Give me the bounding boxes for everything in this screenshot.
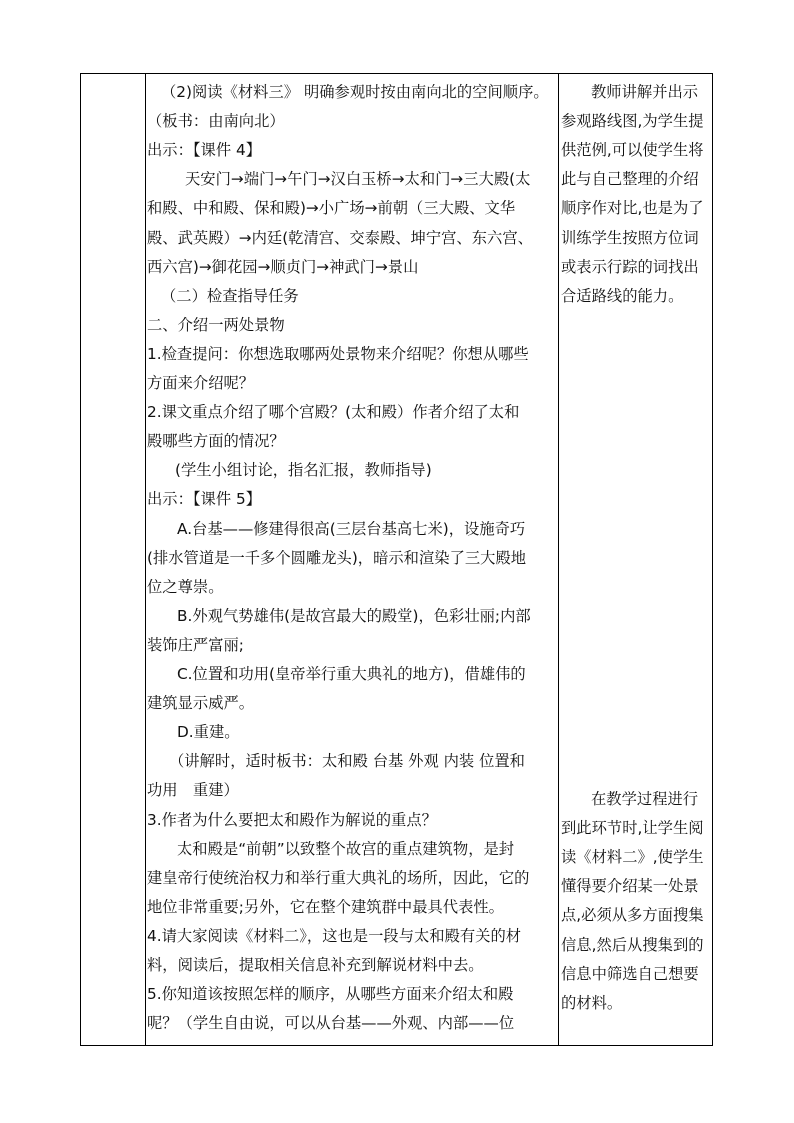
text-line: 教师讲解并出示: [591, 83, 699, 101]
design-intent-column: [561, 74, 709, 1045]
text-line: 的材料。: [561, 993, 623, 1012]
text-line: 西六宫)→御花园→顺贞门→神武门→景山: [147, 257, 419, 276]
text-line: 训练学生按照方位词: [561, 228, 699, 247]
lesson-plan-table: [80, 73, 713, 1046]
text-line: 天安门→端门→午门→汉白玉桥→太和门→三大殿(太: [185, 170, 531, 189]
table-left-border: [80, 74, 81, 1045]
text-line: 1.检查提问：你想选取哪两处景物来介绍呢？你想从哪些: [147, 344, 529, 363]
text-line: 4.请大家阅读《材料二》，这也是一段与太和殿有关的材: [147, 926, 522, 945]
text-line: 在教学过程进行: [591, 790, 699, 808]
text-line: 功用 重建）: [147, 781, 239, 800]
text-line: 殿、武英殿）→内廷(乾清宫、交泰殿、坤宁宫、东六宫、: [147, 228, 533, 247]
text-line: （二）检查指导任务: [161, 286, 299, 305]
text-line: （板书：由南向北）: [147, 112, 285, 131]
text-line: 方面来介绍呢？: [147, 374, 255, 392]
text-line: 2.课文重点介绍了哪个宫殿？(太和殿）作者介绍了太和: [147, 403, 520, 422]
text-line: 或表示行踪的词找出: [561, 257, 699, 276]
column-divider-2: [558, 74, 559, 1045]
text-line: 信息,然后从搜集到的: [561, 935, 704, 954]
text-line: 读《材料二》,使学生: [561, 848, 704, 867]
text-line: 太和殿是“前朝”以致整个故宫的重点建筑物，是封: [177, 839, 515, 858]
text-line: 合适路线的能力。: [561, 286, 684, 305]
text-line: C.位置和功用(皇帝举行重大典礼的地方)，借雄伟的: [177, 665, 526, 683]
text-line: 殿哪些方面的情况？: [147, 432, 285, 451]
text-line: 出示：【课件 5】: [147, 490, 262, 509]
teaching-process-column: [147, 74, 555, 1045]
text-line: 参观路线图,为学生提: [561, 112, 704, 131]
text-line: 地位非常重要;另外，它在整个建筑群中最具代表性。: [147, 897, 504, 916]
text-line: 3.作者为什么要把太和殿作为解说的重点？: [147, 810, 437, 829]
text-line: 此与自己整理的介绍: [561, 170, 699, 189]
text-line: 到此环节时,让学生阅: [561, 819, 704, 838]
text-line: 料，阅读后，提取相关信息补充到解说材料中去。: [147, 956, 484, 974]
column-divider-1: [145, 74, 146, 1045]
text-line: 点,必须从多方面搜集: [561, 906, 704, 925]
text-line: 和殿、中和殿、保和殿)→小广场→前朝（三大殿、文华: [147, 199, 516, 218]
text-line: 出示：【课件 4】: [147, 141, 262, 160]
text-line: D.重建。: [177, 723, 240, 742]
text-line: (学生小组讨论，指名汇报，教师指导): [175, 461, 432, 480]
text-line: 装饰庄严富丽;: [147, 635, 244, 654]
text-line: 建筑显示威严。: [147, 694, 255, 713]
text-line: 顺序作对比,也是为了: [561, 199, 704, 218]
text-line: （讲解时，适时板书：太和殿 台基 外观 内装 位置和: [169, 752, 525, 771]
text-line: (排水管道是一千多个圆雕龙头)，暗示和渲染了三大殿地: [147, 548, 527, 567]
text-line: 5.你知道该按照怎样的顺序，从哪些方面来介绍太和殿: [147, 985, 514, 1004]
text-line: 懂得要介绍某一处景: [561, 877, 699, 896]
text-line: 二、介绍一两处景物: [147, 315, 285, 334]
table-right-border: [712, 74, 713, 1045]
text-line: 信息中筛选自己想要: [561, 964, 699, 983]
text-line: B.外观气势雄伟(是故宫最大的殿堂)，色彩壮丽;内部: [177, 606, 531, 625]
text-line: 呢？（学生自由说，可以从台基——外观、内部——位: [147, 1014, 515, 1033]
text-line: 建皇帝行使统治权力和举行重大典礼的场所，因此，它的: [147, 868, 530, 887]
text-line: 供范例,可以使学生将: [561, 141, 704, 160]
text-line: A.台基——修建得很高(三层台基高七米)，设施奇巧: [177, 519, 526, 538]
text-line: （2)阅读《材料三》 明确参观时按由南向北的空间顺序。: [161, 83, 549, 101]
text-line: 位之尊崇。: [147, 577, 224, 596]
